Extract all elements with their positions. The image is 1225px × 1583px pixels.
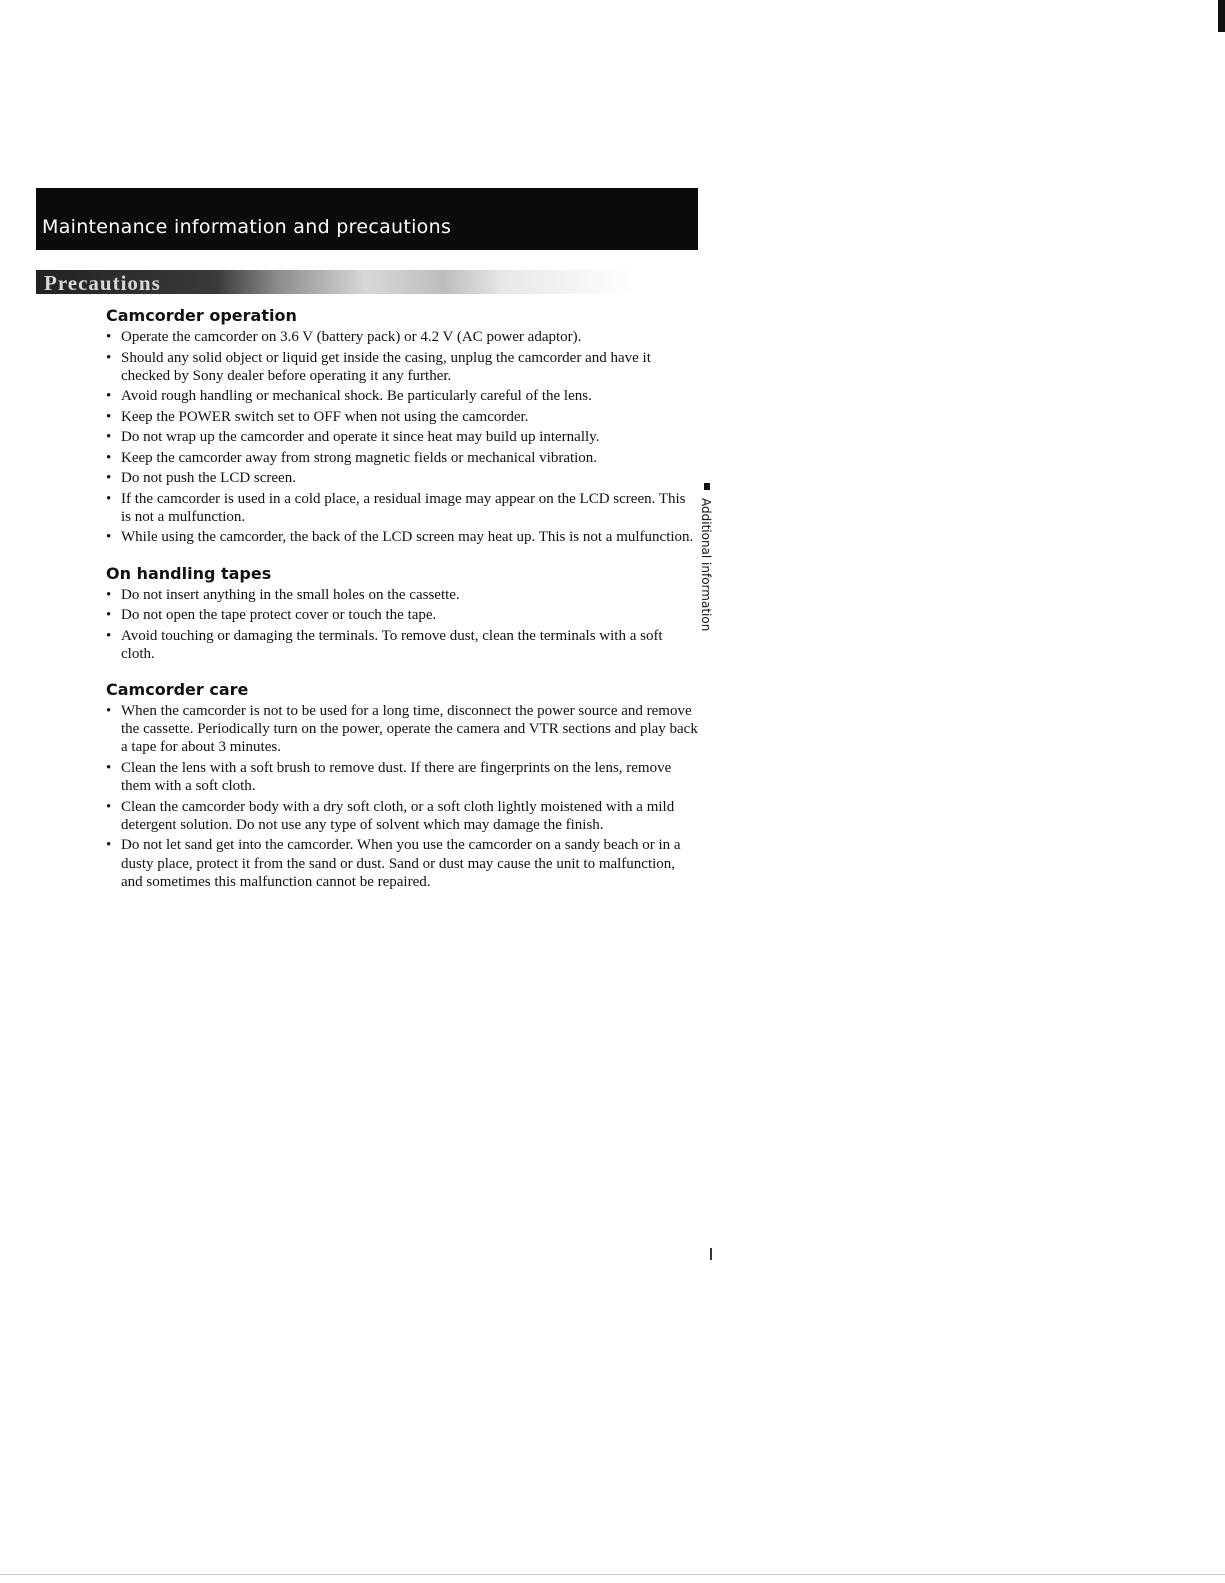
subsection-title: Precautions (44, 271, 161, 295)
list-item: • Clean the camcorder body with a dry soft cloth, or a soft cloth lightly moistened with a mild detergent solution. Do not use any type of solvent which may damage the finish. (106, 798, 698, 834)
side-tab (700, 483, 720, 653)
bullet-list (106, 586, 698, 663)
list-item: • Do not wrap up the camcorder and operate it since heat may build up internally. (106, 428, 698, 446)
bullet-list (106, 702, 698, 891)
list-item: • Keep the POWER switch set to OFF when not using the camcorder. (106, 408, 698, 426)
scan-mark (710, 1248, 712, 1260)
list-item: • Do not let sand get into the camcorder. When you use the camcorder on a sandy beach or in a dusty place, protect it from the sand or dust. Sand or dust may cause the unit to malfunction, and sometimes this malfunction cannot be repaired. (106, 836, 698, 891)
list-item: • While using the camcorder, the back of the LCD screen may heat up. This is not a mulfunction. (106, 528, 698, 546)
page-bottom-rule (0, 1574, 1225, 1575)
section-heading: On handling tapes (106, 563, 272, 583)
chapter-header-bar (36, 188, 698, 250)
side-tab-label: Additional information (699, 498, 713, 632)
list-item: • Clean the lens with a soft brush to remove dust. If there are fingerprints on the lens, remove them with a soft cloth. (106, 759, 698, 795)
list-item: • Operate the camcorder on 3.6 V (battery pack) or 4.2 V (AC power adaptor). (106, 328, 698, 346)
side-tab-marker-icon (704, 483, 710, 490)
list-item: • Avoid touching or damaging the terminals. To remove dust, clean the terminals with a soft cloth. (106, 627, 698, 663)
bullet-list (106, 328, 698, 547)
list-item: • Do not insert anything in the small holes on the cassette. (106, 586, 698, 604)
section-heading: Camcorder care (106, 680, 249, 700)
list-item: • When the camcorder is not to be used for a long time, disconnect the power source and remove the cassette. Periodically turn on the power, operate the camera and VTR sections and play back a tape for about 3 minutes. (106, 702, 698, 757)
main-content (106, 306, 698, 908)
subsection-band (36, 270, 636, 294)
list-item: • If the camcorder is used in a cold place, a residual image may appear on the LCD screen. This is not a mulfunction. (106, 490, 698, 526)
list-item: • Should any solid object or liquid get inside the casing, unplug the camcorder and have it checked by Sony dealer before operating it any further. (106, 349, 698, 385)
section-handling-tapes (106, 564, 698, 663)
page-edge-mark (1218, 0, 1225, 32)
list-item: • Do not push the LCD screen. (106, 469, 698, 487)
list-item: • Do not open the tape protect cover or touch the tape. (106, 606, 698, 624)
section-heading: Camcorder operation (106, 306, 297, 325)
section-camcorder-care (106, 680, 698, 891)
list-item: • Avoid rough handling or mechanical shock. Be particularly careful of the lens. (106, 387, 698, 405)
chapter-title: Maintenance information and precautions (42, 216, 452, 238)
list-item: • Keep the camcorder away from strong magnetic fields or mechanical vibration. (106, 449, 698, 467)
section-camcorder-operation (106, 306, 698, 547)
